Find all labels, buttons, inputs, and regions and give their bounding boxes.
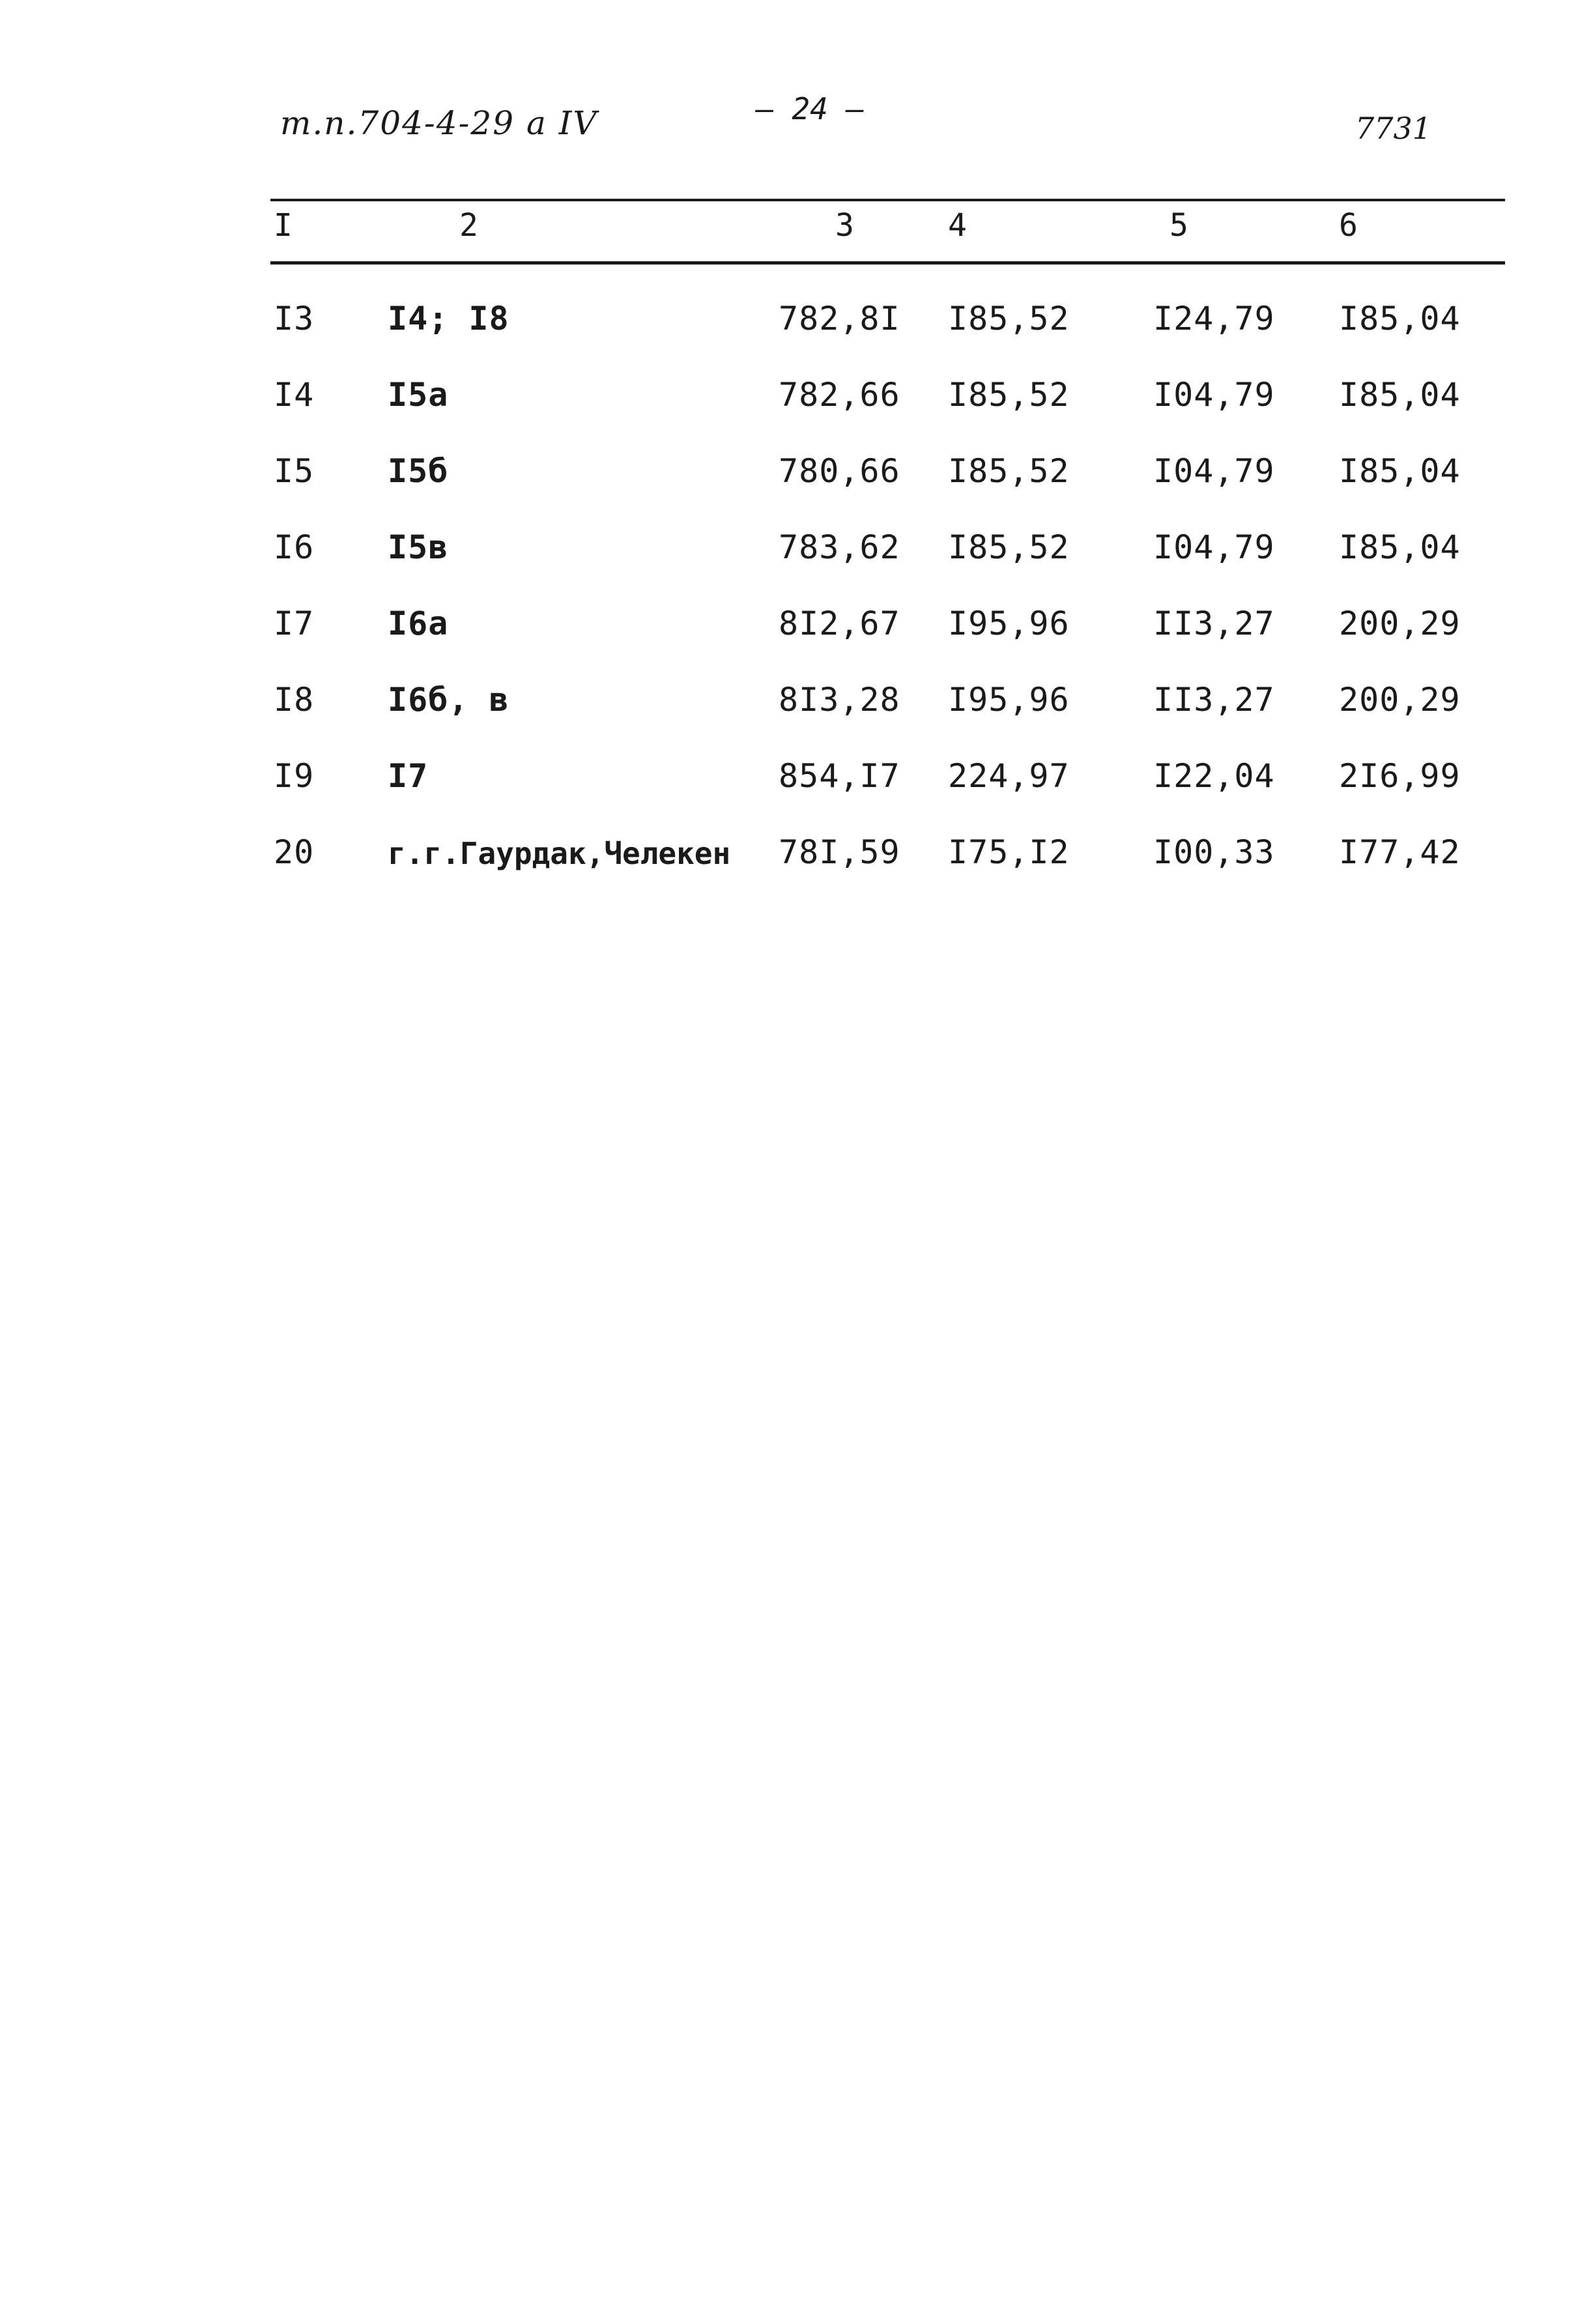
cell-col6: I85,04: [1339, 300, 1461, 337]
cell-number: I9: [274, 757, 315, 795]
document-number: 7731: [1355, 111, 1432, 146]
page-number: — 24 —: [756, 91, 865, 126]
cell-col4: I85,52: [948, 376, 1070, 414]
cell-name: I5в: [388, 528, 449, 566]
cell-number: I3: [274, 300, 315, 337]
cell-col3: 8I2,67: [779, 605, 900, 642]
cell-col4: I95,96: [948, 681, 1070, 719]
cell-number: I8: [274, 681, 315, 719]
cell-number: 20: [274, 833, 315, 871]
cell-col4: 224,97: [948, 757, 1070, 795]
cell-col6: I85,04: [1339, 376, 1461, 414]
column-header-5: 5: [1170, 207, 1189, 244]
cell-col4: I85,52: [948, 452, 1070, 490]
cell-col3: 78I,59: [779, 833, 900, 871]
table-row: [0, 833, 1593, 885]
cell-col4: I85,52: [948, 528, 1070, 566]
cell-col6: I85,04: [1339, 528, 1461, 566]
cell-col6: 200,29: [1339, 681, 1461, 719]
table-row: [0, 757, 1593, 809]
cell-col3: 8I3,28: [779, 681, 900, 719]
cell-name: I6б, в: [388, 681, 509, 719]
cell-col3: 854,I7: [779, 757, 900, 795]
cell-number: I4: [274, 376, 315, 414]
cell-col4: I95,96: [948, 605, 1070, 642]
cell-name: I5б: [388, 452, 449, 490]
cell-col5: I22,04: [1153, 757, 1275, 795]
cell-col6: I77,42: [1339, 833, 1461, 871]
cell-col3: 783,62: [779, 528, 900, 566]
column-header-1: I: [274, 207, 293, 244]
cell-col6: I85,04: [1339, 452, 1461, 490]
column-header-6: 6: [1339, 207, 1358, 244]
cell-col4: I75,I2: [948, 833, 1070, 871]
cell-col3: 782,8I: [779, 300, 900, 337]
cell-col3: 780,66: [779, 452, 900, 490]
cell-name: I5a: [388, 376, 449, 414]
table-row: [0, 528, 1593, 581]
cell-col6: 2I6,99: [1339, 757, 1461, 795]
cell-col5: II3,27: [1153, 681, 1275, 719]
table-row: [0, 605, 1593, 657]
column-header-2: 2: [459, 207, 479, 244]
table-row: [0, 452, 1593, 504]
cell-name: I6a: [388, 605, 449, 642]
column-header-4: 4: [948, 207, 968, 244]
cell-name: I4; I8: [388, 300, 509, 337]
table-row: [0, 376, 1593, 428]
cell-name: I7: [388, 757, 429, 795]
cell-col5: I24,79: [1153, 300, 1275, 337]
cell-col6: 200,29: [1339, 605, 1461, 642]
cell-number: I6: [274, 528, 315, 566]
cell-col5: I04,79: [1153, 376, 1275, 414]
cell-col5: II3,27: [1153, 605, 1275, 642]
document-code: т.п.704-4-29 а IV: [280, 104, 598, 142]
cell-col5: I04,79: [1153, 528, 1275, 566]
cell-col5: I00,33: [1153, 833, 1275, 871]
cell-number: I5: [274, 452, 315, 490]
table-top-rule: [270, 199, 1505, 201]
table-row: [0, 300, 1593, 352]
column-header-3: 3: [835, 207, 855, 244]
table-header-row: [0, 207, 1593, 259]
cell-col5: I04,79: [1153, 452, 1275, 490]
table-header-rule: [270, 261, 1505, 265]
cell-col4: I85,52: [948, 300, 1070, 337]
cell-name: г.г.Гаурдак,Челекен: [388, 836, 731, 871]
cell-col3: 782,66: [779, 376, 900, 414]
cell-number: I7: [274, 605, 315, 642]
table-row: [0, 681, 1593, 733]
